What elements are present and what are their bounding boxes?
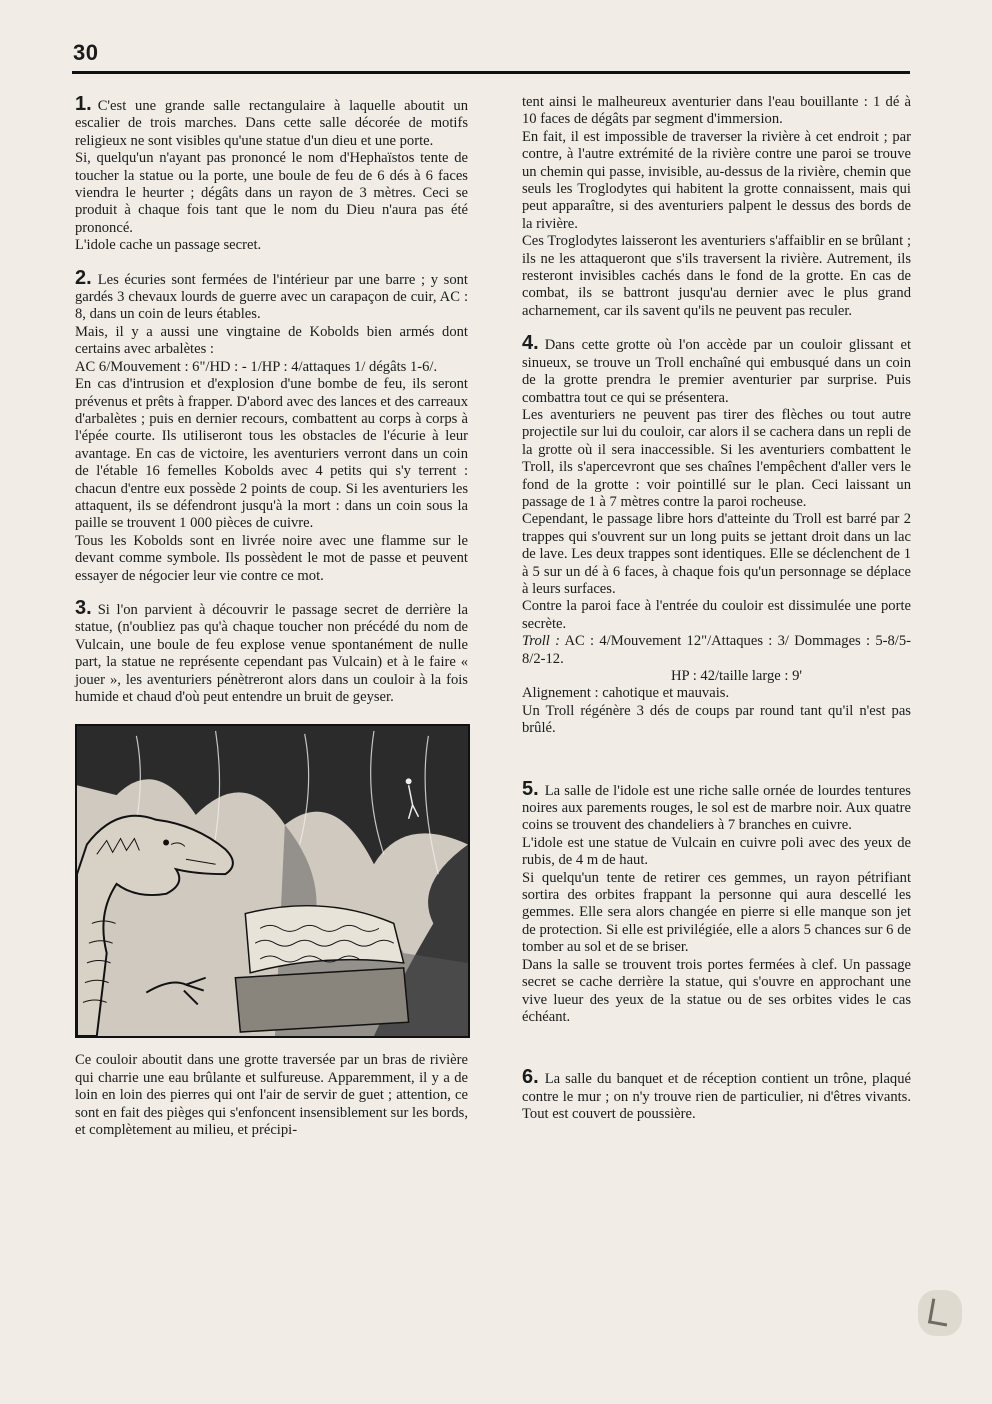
section-6 [522,1066,911,1123]
paragraph: Les écuries sont fermées de l'intérieur par une barre ; y sont gardés 3 chevaux lourds de guerre avec un carapaçon de cuir, AC : 8, dans un coin de leurs étables. [75,271,468,323]
section-number: 5. [522,777,539,800]
paragraph: Si, quelqu'un n'ayant pas prononcé le nom d'Hephaïstos tente de toucher la statue ou la porte, une boule de feu de 6 dés à 6 faces viendra le heurter ; dégâts dans un rayon de 3 mètres. Ceci se produit à chaque fois tant que le nom du Dieu n'aura pas été prononcé. [75,150,468,236]
paragraph: En cas d'intrusion et d'explosion d'une bombe de feu, ils seront prévenus et prêts à frapper. D'abord avec des lances et des carreaux d'arbalètes ; puis en dernier recours, combattent au corps à corps à l'épée courte. Ils utiliseront tous les obstacles de l'écurie à leur avantage. En cas de victoire, les aventuriers verront dans un coin de l'étable 16 femelles Kobolds avec 4 petits qui s'y terrent : chacun d'entre eux possède 2 points de coup. Si les aventuriers les attaquent, ils se défendront jusqu'à la mort : dans un coin sous la paille se trouvent 1 000 pièces de cuivre. [75,376,468,532]
paragraph: Si quelqu'un tente de retirer ces gemmes, un rayon pétrifiant sortira des orbites frappant la personne qui aura descellé les gemmes. Elle sera alors changée en pierre si elle manque son jet de protection. Si elle est privilégiée, elle a alors 5 chances sur 6 de tomber au sol et de se briser. [522,869,911,956]
paragraph: Mais, il y a aussi une vingtaine de Kobolds bien armés dont certains avec arbalètes : [75,323,468,358]
paragraph: L'idole cache un passage secret. [75,237,262,254]
section-3-continued [522,94,911,320]
paragraph: Dans la salle se trouvent trois portes fermées à clef. Un passage secret se cache derrière la statue, qui s'ouvre en approchant une vive lueur des yeux de la statue ou de ses orbites vides le cas échéant. [522,956,911,1025]
page-number: 30 [73,40,99,65]
troll-stats [522,633,911,668]
section-number: 1. [75,93,92,115]
header-rule [72,71,910,74]
right-column [522,94,911,1139]
left-column [75,93,468,1139]
paragraph: L'idole est une statue de Vulcain en cuivre poli avec des yeux de rubis, de 4 m de haut. [522,834,911,869]
paragraph: Ces Troglodytes laisseront les aventuriers s'affaiblir en se brûlant ; ils ne les attaqueront que s'ils traversent la rivière. Autrement, ils resteront invisibles cachés dans le fond de la grotte. En cas de combat, ils se battront jusqu'au dernier avec le plus grand acharnement, car ils savent qu'ils ne peuvent pas reculer. [522,233,911,319]
paragraph: Dans cette grotte où l'on accède par un couloir glissant et sinueux, se trouve un Troll enchaîné qui embusqué dans un coin de la grotte prendra le premier aventurier par surprise. Puis combattra tout ce qui se présentera. [522,337,911,406]
paragraph: La salle du banquet et de réception contient un trône, plaqué contre le mur ; on n'y trouve rien de particulier, ni d'êtres vivants. Tout est couvert de poussière. [522,1071,911,1123]
kobold-stats: AC 6/Mouvement : 6"/HD : - 1/HP : 4/attaques 1/ dégâts 1-6/. [75,358,438,375]
paragraph: Contre la paroi face à l'entrée du couloir est dissimulée une porte secrète. [522,598,911,632]
troll-stats-text: AC : 4/Mouvement 12"/Attaques : 3/ Dommages : 5-8/5-8/2-12. [522,633,912,667]
dragon-illustration-drawing [77,726,468,1036]
troll-alignment: Alignement : cahotique et mauvais. [522,685,730,702]
section-1 [75,93,468,255]
section-5 [522,777,911,1027]
section-number: 2. [75,266,92,289]
section-number: 6. [522,1066,539,1089]
troll-label: Troll : [522,633,560,650]
paragraph: Si l'on parvient à découvrir le passage secret de derrière la statue, (n'oubliez pas qu'à chaque toucher non précédé du nom de Vulcain, une boule de feu explose venue spontanément de nulle part, la statue ne représente cependant pas Vulcain) et à le faire « jouer », les aventuriers pénètreront alors dans un couloir à la fois humide et chaud d'où peut entendre un bruit de geyser. [75,601,468,705]
paragraph: Tous les Kobolds sont en livrée noire avec une flamme sur le devant comme symbole. Ils possèdent le mot de passe et peuvent essayer de négocier leur vie contre ce mot. [75,532,468,584]
dragon-cave-illustration [75,724,470,1038]
section-3 [75,596,468,706]
section-4 [522,332,912,737]
paragraph: Ce couloir aboutit dans une grotte traversée par un bras de rivière qui charrie une eau brûlante et sulfureuse. Apparemment, il y a de loin en loin des pierres qui ont l'air de servir de guet ; attention, ce sont en fait des pièges qui s'enfoncent insensiblement sur les bords, et complètement au milieu, et précipi- [75,1052,468,1139]
section-number: 3. [75,596,92,619]
paragraph: tent ainsi le malheureux aventurier dans l'eau bouillante : 1 dé à 10 faces de dégâts par segment d'immersion. [522,94,911,128]
section-number: 4. [522,332,539,355]
paragraph: C'est une grande salle rectangulaire à laquelle aboutit un escalier de trois marches. Dans cette salle décorée de motifs religieux ne sont visibles qu'une statue d'un dieu et une porte. [75,98,468,149]
paragraph: En fait, il est impossible de traverser la rivière à cet endroit ; par contre, à l'autre extrémité de la rivière contre une paroi se trouve un chemin qui passe, invisible, au-dessus de la rivière, chemin que seuls les Troglodytes qui habitent la grotte connaissent, mais qui peut apparaître, si des aventuriers palpent le dessus des bords de la rivière. [522,128,911,232]
troll-hp: HP : 42/taille large : 9' [670,668,803,684]
paragraph: Cependant, le passage libre hors d'atteinte du Troll est barré par 2 trappes qui s'ouvrent sur un long puits se jettant droit dans un lac de lave. Les deux trappes sont identiques. Elle se déclenchent de 1 à 5 sur un dé à 6 faces, à chaque fois qu'un personnage se déplace à leurs surfaces. [522,511,911,597]
section-2 [75,266,468,585]
paragraph: Les aventuriers ne peuvent pas tirer des flèches ou tout autre projectile sur lui du couloir, car alors il se cachera dans un repli de la grotte où il sera inaccessible. Si les aventuriers combattent le Troll, ils s'apercevront que ses chaînes l'empêchent d'aller vers le fond de la grotte : voir pointillé sur le plan. Ceci laissant un passage de 1 à 7 mètres contre la paroi rocheuse. [522,406,911,510]
troll-regen: Un Troll régénère 3 dés de coups par round tant qu'il n'est pas brûlé. [522,702,911,737]
paragraph: La salle de l'idole est une riche salle ornée de lourdes tentures noires aux parements rouges, le sol est de marbre noir. Aux quatre coins se trouvent des chandeliers à 7 branches en cuivre. [522,782,911,834]
